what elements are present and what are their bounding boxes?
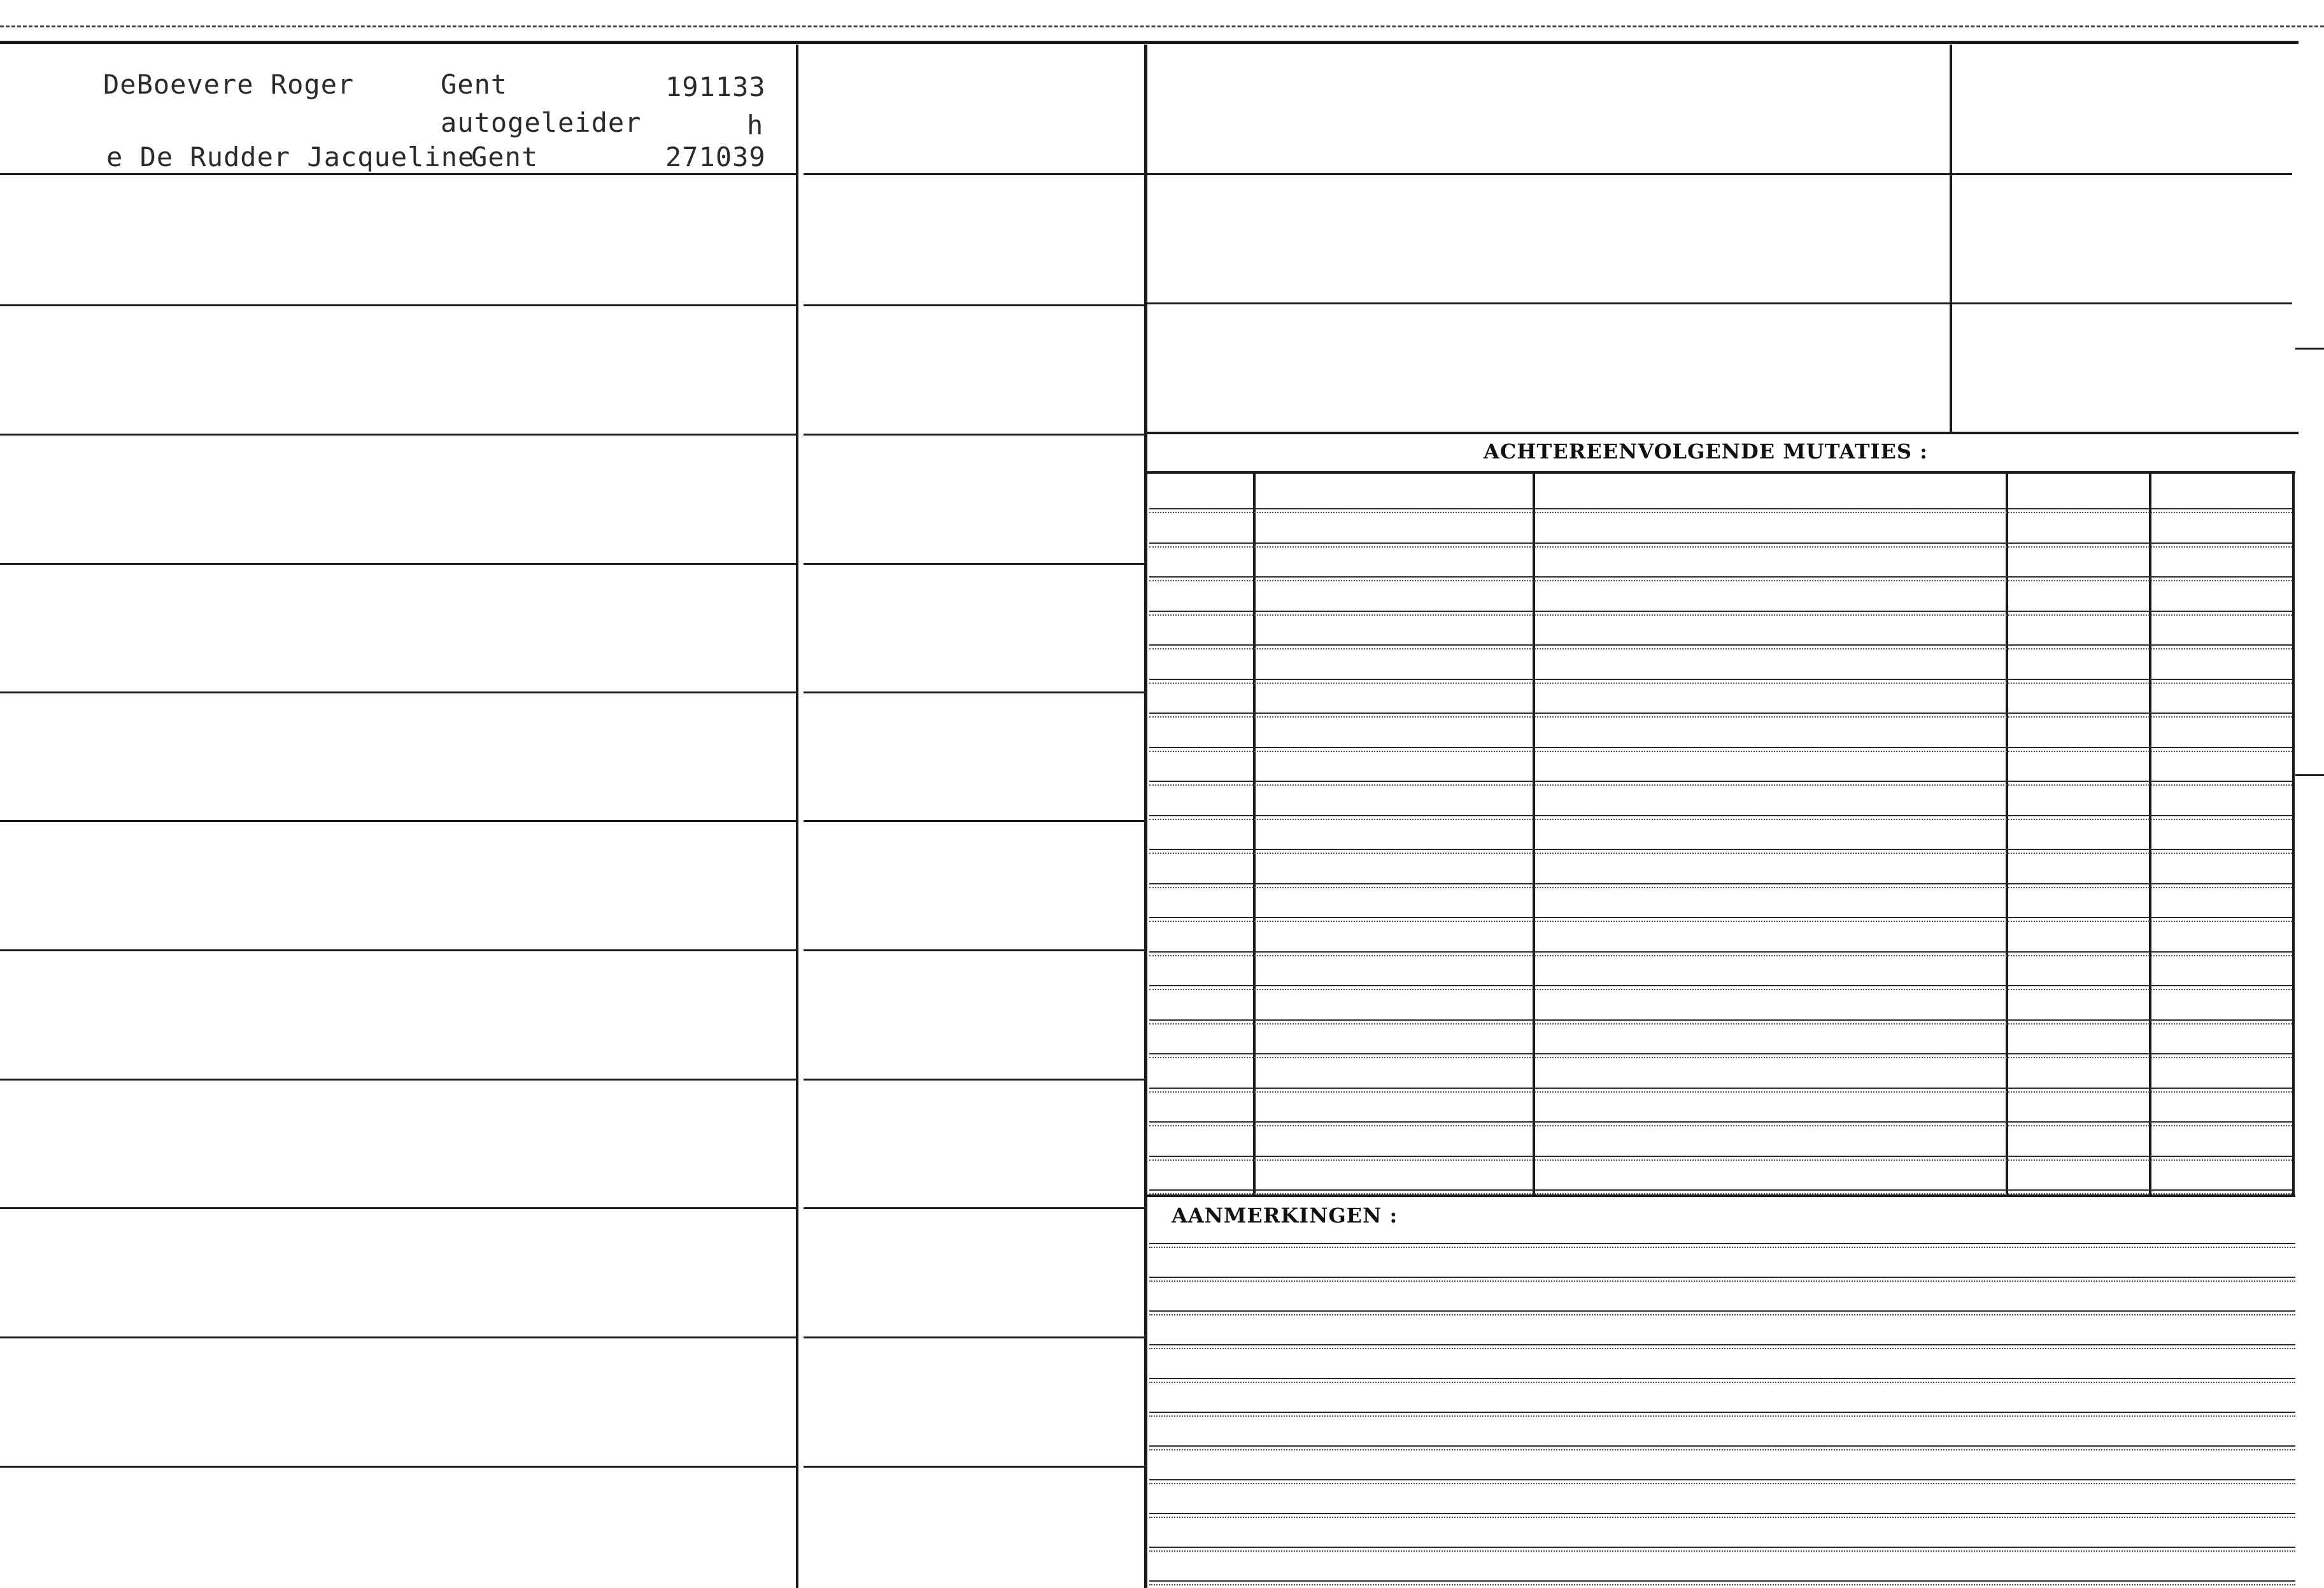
left-row-rule xyxy=(0,1336,796,1338)
mutation-row-dotted xyxy=(1149,921,2292,922)
entry-marker: h xyxy=(747,110,764,141)
margin-tick-1 xyxy=(2295,348,2324,350)
mutation-row-dotted xyxy=(1149,819,2292,820)
middle-row-rule xyxy=(804,1207,1144,1209)
right-rule-1 xyxy=(1146,173,2292,175)
remark-row-dotted xyxy=(1149,1314,2295,1315)
mutation-row-dotted xyxy=(1149,887,2292,888)
mutation-row-dotted xyxy=(1149,716,2292,718)
column-divider-1 xyxy=(796,45,798,1588)
mutation-row-dotted xyxy=(1149,512,2292,513)
mutation-row-rule xyxy=(1149,576,2292,578)
middle-row-rule xyxy=(804,434,1144,436)
mutation-row-rule xyxy=(1149,781,2292,782)
entry-name-line2: e De Rudder Jacqueline xyxy=(106,141,475,173)
mutation-row-dotted xyxy=(1149,1023,2292,1024)
remark-row-rule xyxy=(1149,1378,2295,1379)
mutation-row-dotted xyxy=(1149,683,2292,684)
mutation-row-rule xyxy=(1149,1156,2292,1157)
mutation-row-rule xyxy=(1149,883,2292,884)
middle-row-rule xyxy=(804,949,1144,951)
remark-row-rule xyxy=(1149,1580,2295,1582)
middle-row-rule xyxy=(804,820,1144,822)
left-row-rule xyxy=(0,304,796,306)
remark-row-rule xyxy=(1149,1547,2295,1548)
mutation-row-rule xyxy=(1149,747,2292,748)
left-row-rule xyxy=(0,1207,796,1209)
remark-row-dotted xyxy=(1149,1280,2295,1282)
mutation-row-rule xyxy=(1149,712,2292,714)
remark-row-rule xyxy=(1149,1277,2295,1278)
remark-row-dotted xyxy=(1149,1483,2295,1484)
left-row-rule xyxy=(0,434,796,436)
left-row-rule xyxy=(0,1079,796,1081)
remark-row-dotted xyxy=(1149,1517,2295,1518)
entry-name-line1: DeBoevere Roger xyxy=(103,69,355,100)
top-dashed-border xyxy=(0,25,2324,27)
mutation-row-dotted xyxy=(1149,751,2292,752)
remark-row-dotted xyxy=(1149,1449,2295,1450)
mutations-bottom-rule xyxy=(1146,1195,2295,1197)
remark-row-dotted xyxy=(1149,1550,2295,1552)
middle-row-rule xyxy=(804,691,1144,693)
margin-tick-2 xyxy=(2295,774,2324,776)
left-row-rule xyxy=(0,820,796,822)
mutation-row-rule xyxy=(1149,917,2292,918)
mutation-row-rule xyxy=(1149,679,2292,680)
remark-row-rule xyxy=(1149,1243,2295,1244)
mutation-row-rule xyxy=(1149,1189,2292,1191)
mutations-col-1 xyxy=(1253,474,1256,1195)
remark-row-dotted xyxy=(1149,1584,2295,1585)
mutation-row-dotted xyxy=(1149,580,2292,581)
entry-occupation: autogeleider xyxy=(441,107,642,138)
remark-row-rule xyxy=(1149,1412,2295,1413)
mutations-col-5 xyxy=(2292,474,2295,1195)
remark-row-rule xyxy=(1149,1310,2295,1312)
entry-date1: 191133 xyxy=(665,71,766,103)
mutation-row-dotted xyxy=(1149,1125,2292,1126)
mutation-row-rule xyxy=(1149,1019,2292,1021)
mutation-row-rule xyxy=(1149,542,2292,544)
remarks-title: AANMERKINGEN : xyxy=(1172,1203,1398,1228)
mutation-row-rule xyxy=(1149,644,2292,646)
middle-row-rule xyxy=(804,1336,1144,1338)
top-rule xyxy=(0,41,2299,44)
mutation-row-rule xyxy=(1149,849,2292,850)
entry-place2: Gent xyxy=(471,141,539,173)
mutation-row-dotted xyxy=(1149,614,2292,616)
middle-row-rule xyxy=(804,563,1144,565)
mutation-row-dotted xyxy=(1149,784,2292,786)
remark-row-dotted xyxy=(1149,1382,2295,1383)
right-rule-2 xyxy=(1146,302,2292,304)
middle-row-rule xyxy=(804,1466,1144,1468)
middle-row-rule xyxy=(804,173,1144,175)
mutation-row-dotted xyxy=(1149,989,2292,990)
left-row-rule xyxy=(0,563,796,565)
remark-row-dotted xyxy=(1149,1247,2295,1248)
middle-row-rule xyxy=(804,1079,1144,1081)
mutation-row-rule xyxy=(1149,985,2292,986)
remark-row-dotted xyxy=(1149,1348,2295,1349)
middle-row-rule xyxy=(804,304,1144,306)
left-row-rule xyxy=(0,1466,796,1468)
mutation-row-rule xyxy=(1149,815,2292,816)
mutation-row-dotted xyxy=(1149,1091,2292,1093)
right-rule-3 xyxy=(1146,432,2299,434)
column-divider-2 xyxy=(1144,45,1147,1588)
mutation-row-dotted xyxy=(1149,955,2292,956)
mutations-title: ACHTEREENVOLGENDE MUTATIES : xyxy=(1484,439,1928,464)
mutations-header-rule xyxy=(1146,471,2295,474)
mutation-row-rule xyxy=(1149,508,2292,509)
left-row-rule xyxy=(0,691,796,693)
mutation-row-rule xyxy=(1149,951,2292,953)
mutation-row-rule xyxy=(1149,1121,2292,1123)
mutation-row-dotted xyxy=(1149,648,2292,649)
remark-row-rule xyxy=(1149,1513,2295,1514)
mutations-col-4 xyxy=(2149,474,2151,1195)
column-divider-3 xyxy=(1950,45,1952,432)
mutation-row-dotted xyxy=(1149,546,2292,548)
mutations-col-3 xyxy=(2006,474,2008,1195)
remark-row-rule xyxy=(1149,1445,2295,1447)
mutation-row-dotted xyxy=(1149,1159,2292,1161)
mutation-row-rule xyxy=(1149,611,2292,612)
mutation-row-rule xyxy=(1149,1053,2292,1054)
mutation-row-dotted xyxy=(1149,853,2292,854)
entry-date2: 271039 xyxy=(665,141,766,173)
mutations-col-2 xyxy=(1533,474,1535,1195)
entry-place1: Gent xyxy=(441,69,508,100)
mutation-row-rule xyxy=(1149,1088,2292,1089)
remark-row-dotted xyxy=(1149,1415,2295,1417)
mutation-row-dotted xyxy=(1149,1057,2292,1058)
remark-row-rule xyxy=(1149,1344,2295,1345)
remark-row-rule xyxy=(1149,1479,2295,1480)
left-row-rule xyxy=(0,173,796,175)
left-row-rule xyxy=(0,949,796,951)
